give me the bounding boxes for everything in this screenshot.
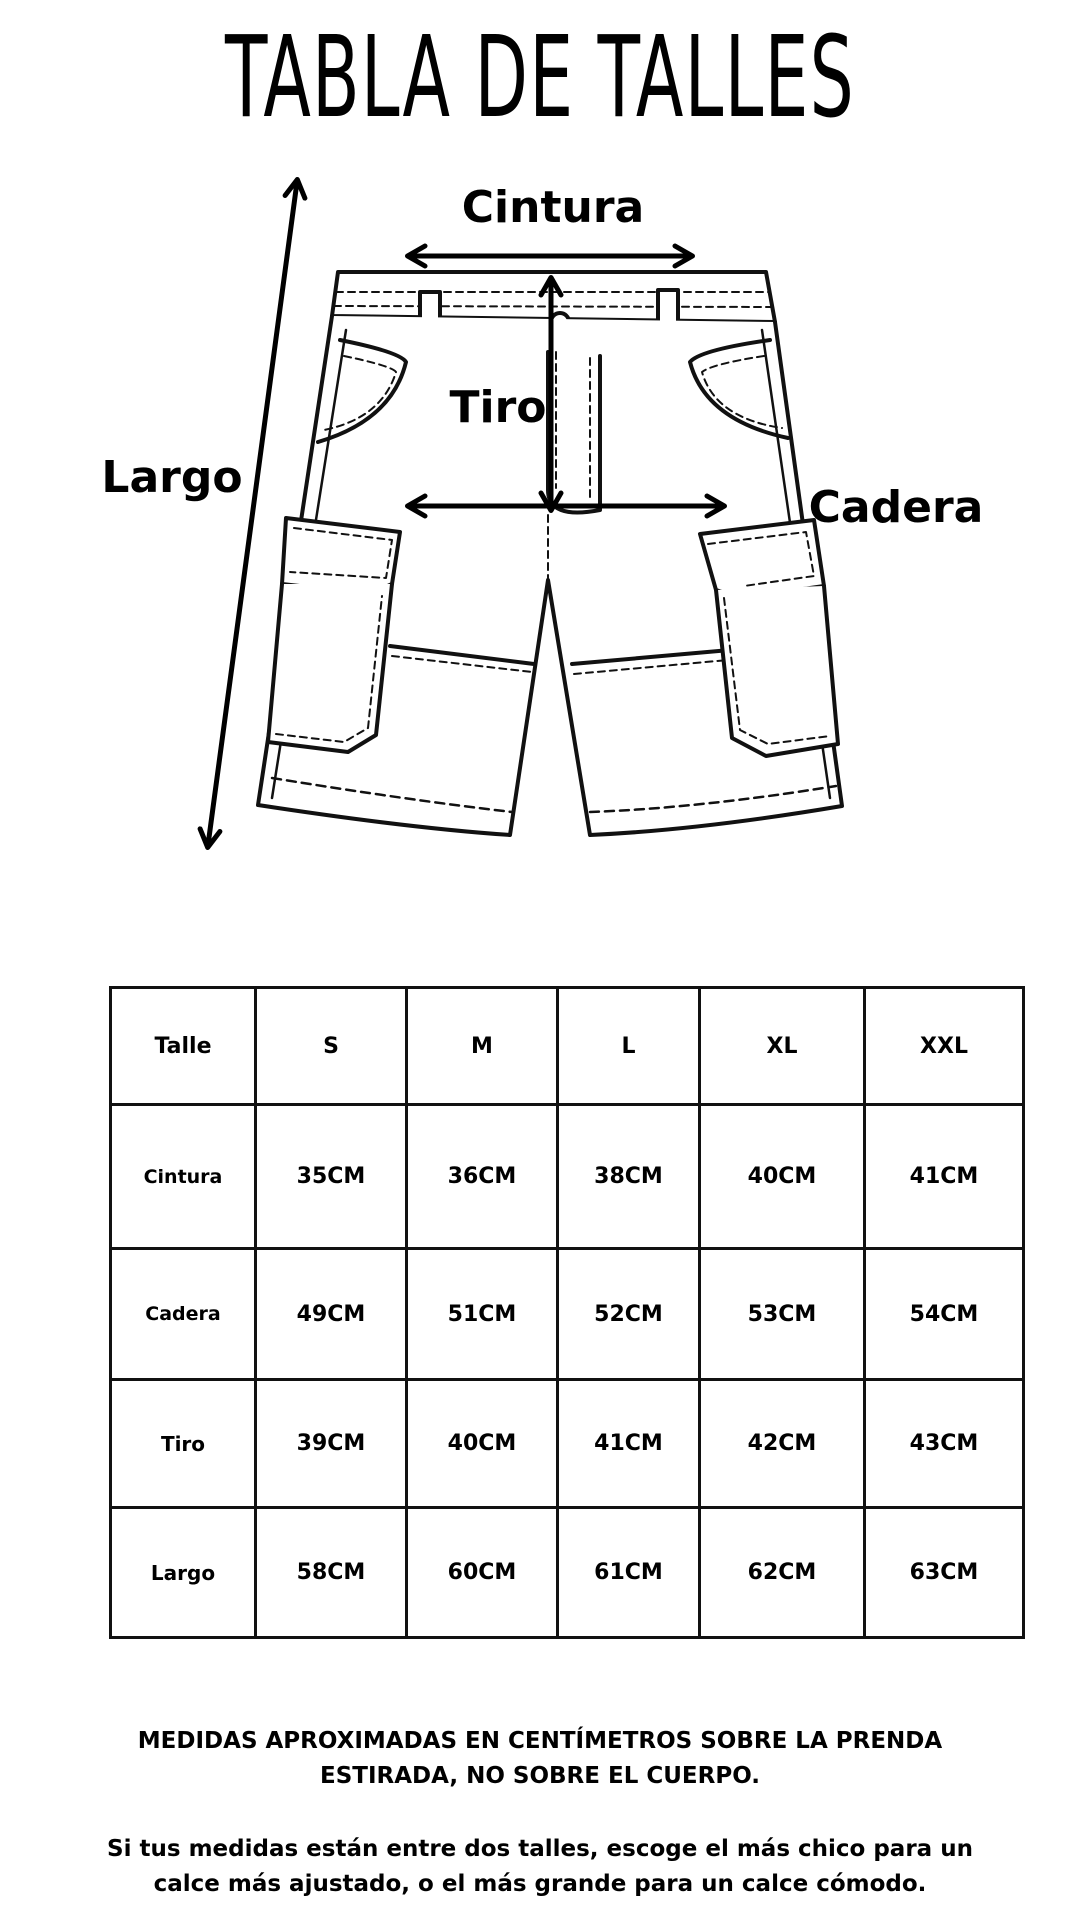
table-cell: 41CM [558, 1380, 700, 1508]
measurement-note: MEDIDAS APROXIMADAS EN CENTÍMETROS SOBRE LA PRENDA ESTIRADA, NO SOBRE EL CUERPO. [137, 1728, 943, 1789]
table-row [111, 1380, 1024, 1508]
table-cell: 52CM [558, 1249, 700, 1380]
table-cell: 63CM [865, 1508, 1024, 1638]
header-cell-l: L [558, 988, 700, 1105]
largo-label: Largo [101, 452, 243, 503]
cadera-label: Cadera [808, 482, 984, 533]
table-cell: 54CM [865, 1249, 1024, 1380]
table-cell: 40CM [700, 1105, 865, 1249]
table-row [111, 1105, 1024, 1249]
row-label: Tiro [111, 1380, 256, 1508]
table-cell: 42CM [700, 1380, 865, 1508]
header-cell-xl: XL [700, 988, 865, 1105]
table-cell: 58CM [256, 1508, 407, 1638]
table-header-row [111, 988, 1024, 1105]
table-cell: 35CM [256, 1105, 407, 1249]
header-cell-m: M [407, 988, 558, 1105]
cintura-label: Cintura [461, 182, 645, 233]
header-cell-xxl: XXL [865, 988, 1024, 1105]
table-cell: 36CM [407, 1105, 558, 1249]
tiro-label: Tiro [449, 382, 547, 433]
table-cell: 38CM [558, 1105, 700, 1249]
page-title: TABLA DE TALLES [225, 13, 855, 143]
table-cell: 41CM [865, 1105, 1024, 1249]
size-table [109, 986, 1025, 1639]
row-label: Cintura [111, 1105, 256, 1249]
fit-advice-note: Si tus medidas están entre dos talles, escoge el más chico para un calce más ajustado, o el más grande para un calce cómodo. [107, 1836, 973, 1897]
table-cell: 60CM [407, 1508, 558, 1638]
table-cell: 62CM [700, 1508, 865, 1638]
table-cell: 61CM [558, 1508, 700, 1638]
table-cell: 53CM [700, 1249, 865, 1380]
table-cell: 49CM [256, 1249, 407, 1380]
table-cell: 39CM [256, 1380, 407, 1508]
table-cell: 43CM [865, 1380, 1024, 1508]
table-row [111, 1249, 1024, 1380]
header-cell-s: S [256, 988, 407, 1105]
table-cell: 51CM [407, 1249, 558, 1380]
header-cell-talle: Talle [111, 988, 256, 1105]
table-cell: 40CM [407, 1380, 558, 1508]
row-label: Cadera [111, 1249, 256, 1380]
table-row [111, 1508, 1024, 1638]
row-label: Largo [111, 1508, 256, 1638]
shorts-diagram [0, 150, 1080, 870]
